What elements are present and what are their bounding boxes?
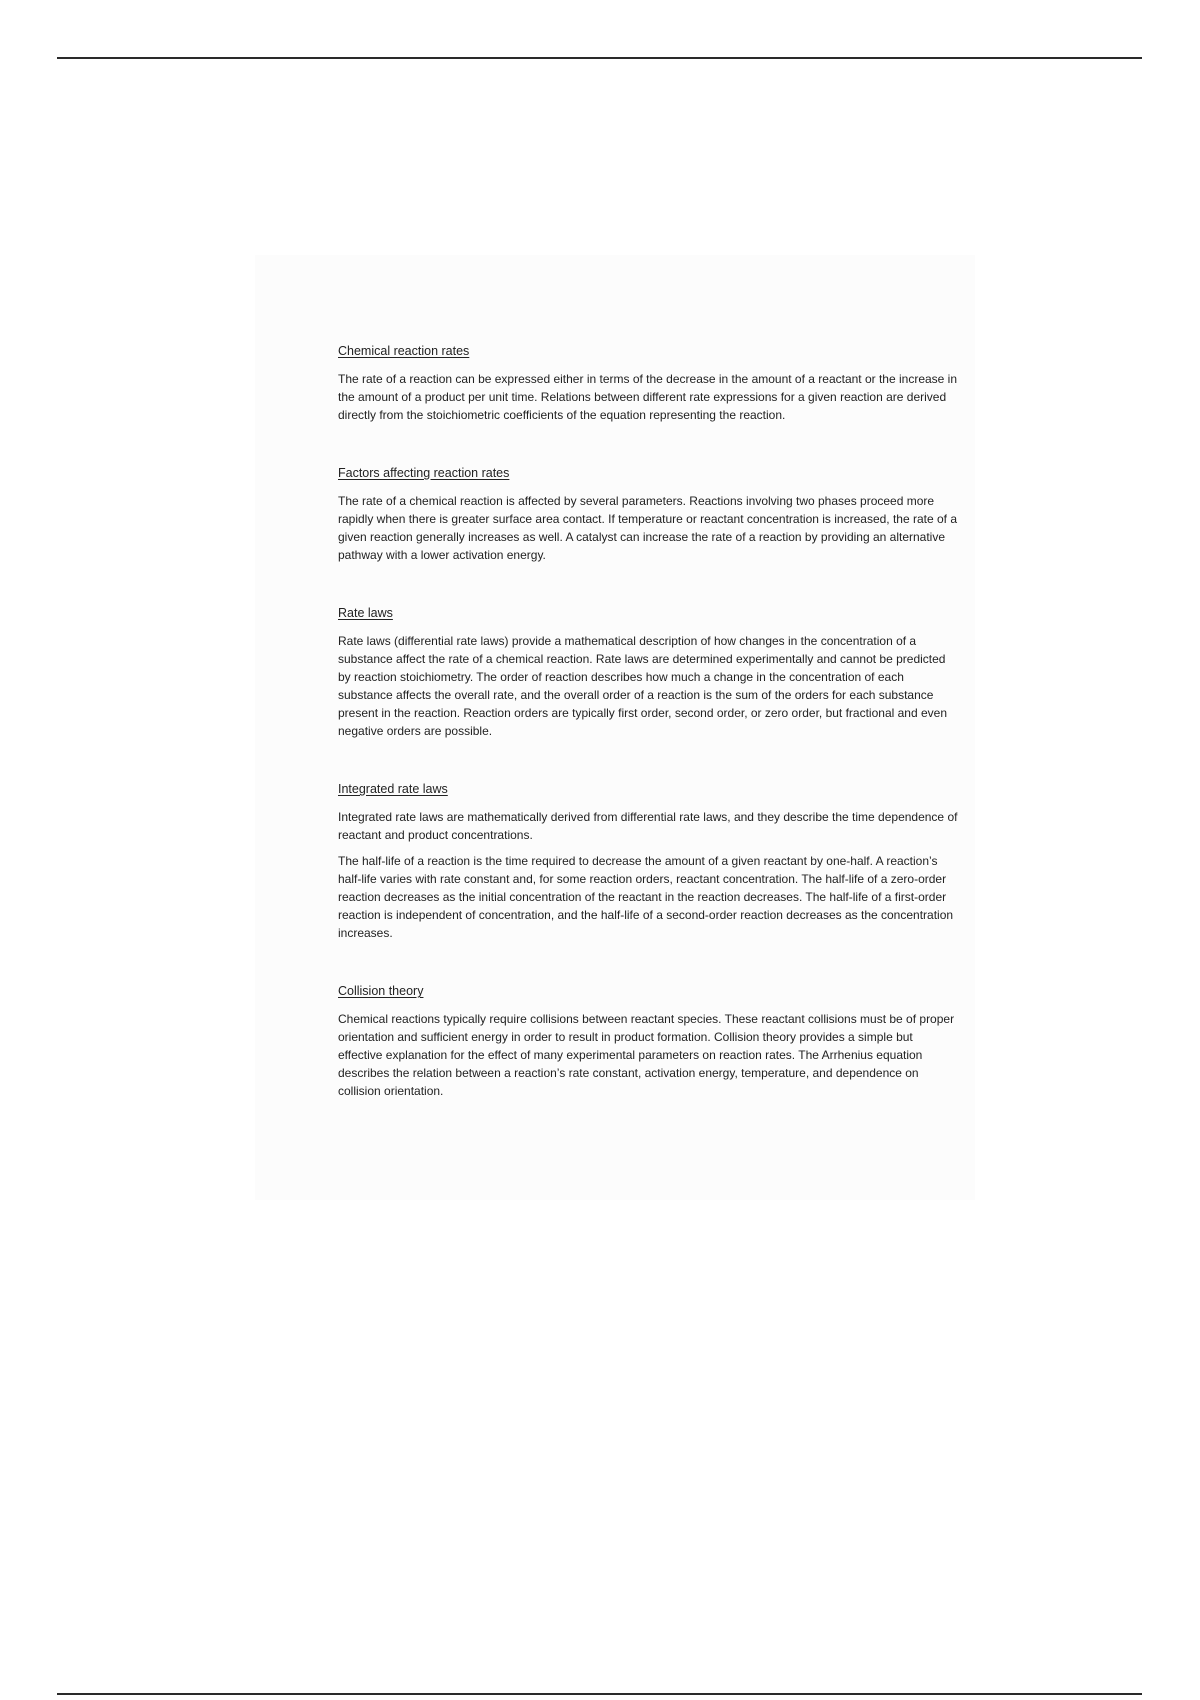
- section-factors-affecting-reaction-rates: [338, 464, 958, 564]
- section-paragraph: The rate of a reaction can be expressed either in terms of the decrease in the amount of a reactant or the increase in the amount of a product per unit time. Relations between different rate expressions for a given reaction are derived directly from the stoichiometric coefficients of the equation representing the reaction.: [338, 372, 958, 422]
- section-paragraph: Chemical reactions typically require collisions between reactant species. These reactant collisions must be of proper orientation and sufficient energy in order to result in product formation. Collision theory provides a simple but effective explanation for the effect of many experimental parameters on reaction rates. The Arrhenius equation describes the relation between a reaction’s rate constant, activation energy, temperature, and dependence on collision orientation.: [338, 1012, 955, 1098]
- section-heading: Collision theory: [338, 984, 424, 998]
- section-paragraph: The half-life of a reaction is the time required to decrease the amount of a given reactant by one-half. A reaction’s half-life varies with rate constant and, for some reaction orders, reactant concentration. The half-life of a zero-order reaction decreases as the initial concentration of the reactant in the reaction decreases. The half-life of a first-order reaction is independent of concentration, and the half-life of a second-order reaction decreases as the concentration increases.: [338, 854, 954, 940]
- section-paragraph: Rate laws (differential rate laws) provide a mathematical description of how changes in the concentration of a substance affect the rate of a chemical reaction. Rate laws are determined experimentally and cannot be predicted by reaction stoichiometry. The order of reaction describes how much a change in the concentration of each substance affects the overall rate, and the overall order of a reaction is the sum of the orders for each substance present in the reaction. Reaction orders are typically first order, second order, or zero order, but fractional and even negative orders are possible.: [338, 634, 947, 738]
- section-rate-laws: [338, 604, 958, 740]
- section-heading: Chemical reaction rates: [338, 344, 470, 358]
- top-rule: [57, 57, 1142, 59]
- document-body: [338, 342, 958, 1140]
- section-heading: Rate laws: [338, 606, 393, 620]
- section-chemical-reaction-rates: [338, 342, 958, 424]
- bottom-rule: [57, 1693, 1142, 1695]
- section-collision-theory: [338, 982, 958, 1100]
- section-paragraph: The rate of a chemical reaction is affected by several parameters. Reactions involving two phases proceed more rapidly when there is greater surface area contact. If temperature or reactant concentration is increased, the rate of a given reaction generally increases as well. A catalyst can increase the rate of a reaction by providing an alternative pathway with a lower activation energy.: [338, 494, 957, 562]
- section-paragraph: Integrated rate laws are mathematically derived from differential rate laws, and they describe the time dependence of reactant and product concentrations.: [338, 810, 958, 842]
- section-heading: Factors affecting reaction rates: [338, 466, 510, 480]
- section-heading: Integrated rate laws: [338, 782, 448, 796]
- section-integrated-rate-laws: [338, 780, 958, 942]
